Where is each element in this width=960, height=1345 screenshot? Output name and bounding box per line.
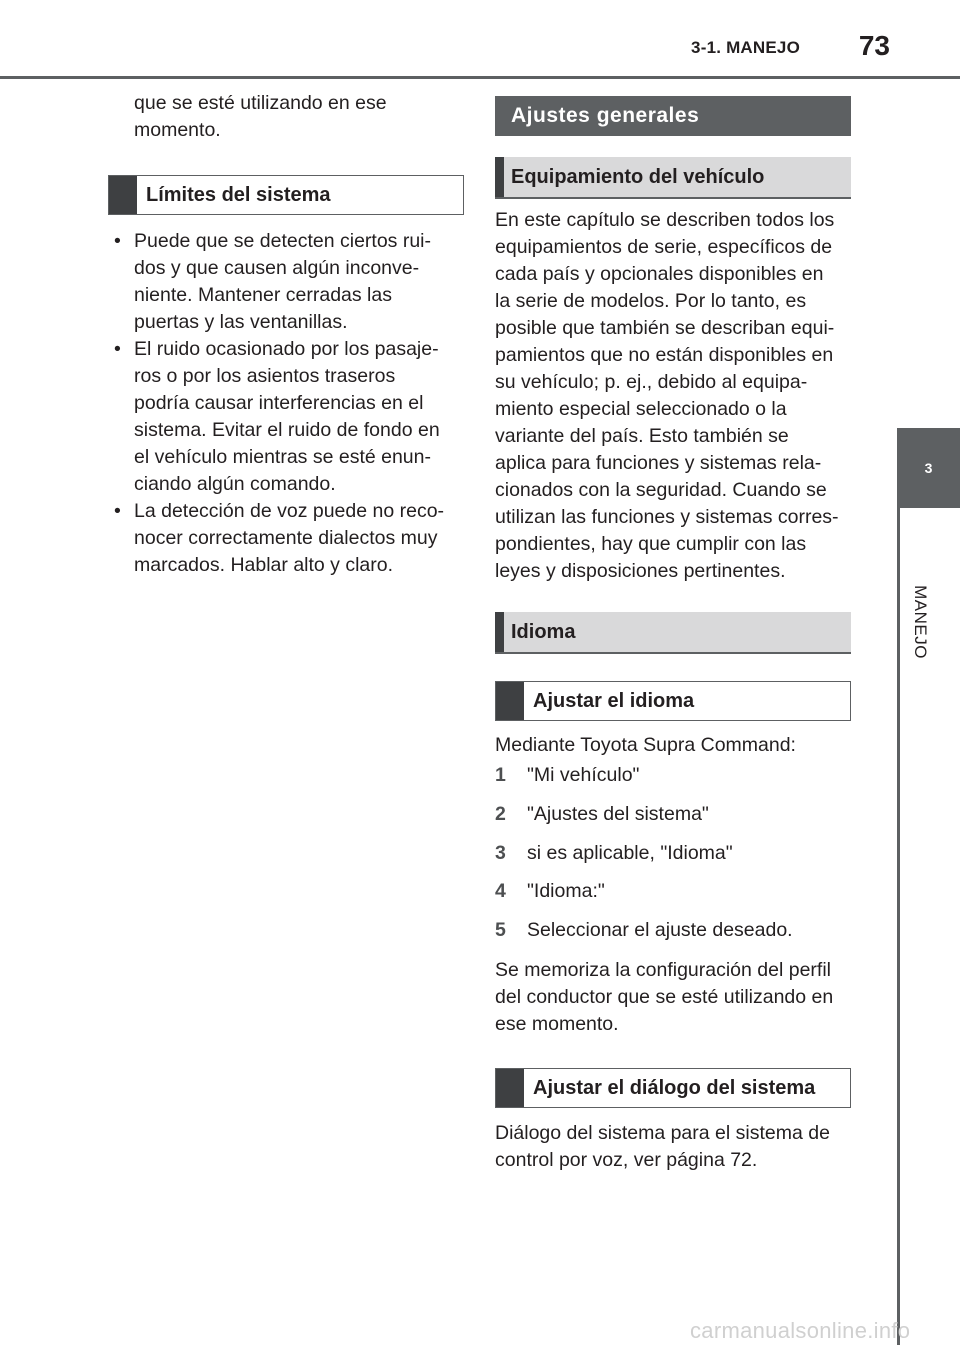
heading-marker [496, 1069, 524, 1107]
heading-set-language [495, 681, 851, 721]
step-item [495, 917, 855, 944]
text-line: control por voz, ver página 72. [495, 1149, 758, 1171]
equipment-paragraph [495, 207, 865, 585]
bullet-icon: • [114, 338, 121, 360]
step-text: "Idioma:" [527, 880, 605, 902]
step-item [495, 801, 855, 828]
dialog-paragraph [495, 1120, 865, 1174]
heading-marker [495, 612, 504, 652]
bullet-icon: • [114, 230, 121, 252]
heading-text: Idioma [511, 621, 576, 643]
list-item [108, 336, 458, 498]
text-line: niente. Mantener cerradas las [134, 284, 392, 306]
heading-text: Equipamiento del vehículo [511, 166, 765, 188]
step-number: 5 [495, 919, 506, 941]
heading-text: Ajustar el idioma [533, 690, 695, 712]
chapter-tab: 3 [897, 428, 960, 508]
heading-system-limits [108, 175, 464, 215]
heading-text: Ajustes generales [511, 104, 700, 127]
heading-text: Ajustar el diálogo del sistema [533, 1077, 816, 1099]
bullet-icon: • [114, 500, 121, 522]
list-item [108, 498, 458, 579]
step-text: "Ajustes del sistema" [527, 803, 709, 825]
step-text: Seleccionar el ajuste deseado. [527, 919, 793, 941]
text-line: aplica para funciones y sistemas rela- [495, 452, 822, 474]
chapter-rule [897, 508, 900, 1345]
text-line: su vehículo; p. ej., debido al equipa- [495, 371, 808, 393]
text-line: ros o por los asientos traseros [134, 365, 396, 387]
heading-system-dialog [495, 1068, 851, 1108]
chapter-label: MANEJO [911, 585, 930, 659]
step-number: 4 [495, 880, 506, 902]
text-line: utilizan las funciones y sistemas corres- [495, 506, 839, 528]
heading-language [495, 612, 851, 654]
step-item [495, 840, 855, 867]
text-line: pamientos que no están disponibles en [495, 344, 834, 366]
text-line: ciando algún comando. [134, 473, 336, 495]
watermark: carmanualsonline.info [690, 1318, 911, 1343]
step-item [495, 878, 855, 905]
limits-list [108, 228, 458, 579]
step-text: si es aplicable, "Idioma" [527, 842, 733, 864]
text-line: que se esté utilizando en ese [134, 92, 387, 114]
text-line: Se memoriza la configuración del perfil [495, 959, 831, 981]
section-label: 3-1. MANEJO [691, 38, 800, 57]
text-line: podría causar interferencias en el [134, 392, 424, 414]
text-line: ese momento. [495, 1013, 619, 1035]
text-line: momento. [134, 119, 221, 141]
text-line: nocer correctamente dialectos muy [134, 527, 438, 549]
heading-marker [495, 157, 504, 197]
heading-general-settings [495, 96, 851, 136]
command-intro: Mediante Toyota Supra Command: [495, 734, 796, 756]
step-number: 1 [495, 764, 506, 786]
text-line: pondientes, hay que cumplir con las [495, 533, 807, 555]
heading-text: Límites del sistema [146, 184, 331, 206]
text-line: cada país y opcionales disponibles en [495, 263, 824, 285]
text-line: La detección de voz puede no reco- [134, 500, 445, 522]
text-line: leyes y disposiciones pertinentes. [495, 560, 786, 582]
list-item [108, 228, 458, 336]
heading-marker [109, 176, 137, 214]
memo-paragraph [495, 957, 865, 1038]
step-number: 2 [495, 803, 506, 825]
text-line: marcados. Hablar alto y claro. [134, 554, 394, 576]
text-line: El ruido ocasionado por los pasaje- [134, 338, 439, 360]
text-line: la serie de modelos. Por lo tanto, es [495, 290, 807, 312]
step-item [495, 762, 855, 789]
page-number: 73 [858, 30, 890, 61]
text-line: Diálogo del sistema para el sistema de [495, 1122, 830, 1144]
text-line: sistema. Evitar el ruido de fondo en [134, 419, 440, 441]
heading-marker [496, 682, 524, 720]
heading-vehicle-equipment [495, 157, 851, 199]
text-line: del conductor que se esté utilizando en [495, 986, 834, 1008]
text-line: puertas y las ventanillas. [134, 311, 348, 333]
continuation-text [134, 90, 454, 144]
text-line: dos y que causen algún inconve- [134, 257, 420, 279]
text-line: Puede que se detecten ciertos rui- [134, 230, 432, 252]
text-line: equipamientos de serie, específicos de [495, 236, 833, 258]
text-line: posible que también se describan equi- [495, 317, 835, 339]
text-line: miento especial seleccionado o la [495, 398, 787, 420]
text-line: el vehículo mientras se esté enun- [134, 446, 431, 468]
header-rule [0, 76, 960, 79]
text-line: variante del país. Esto también se [495, 425, 789, 447]
text-line: En este capítulo se describen todos los [495, 209, 835, 231]
step-number: 3 [495, 842, 506, 864]
step-text: "Mi vehículo" [527, 764, 640, 786]
text-line: cionados con la seguridad. Cuando se [495, 479, 827, 501]
